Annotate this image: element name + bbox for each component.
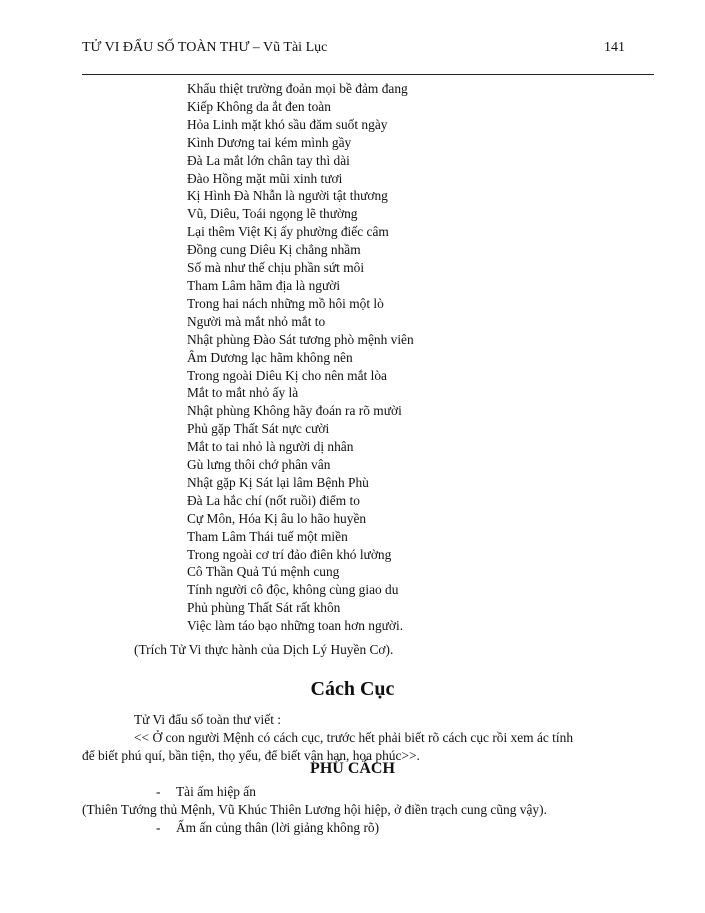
list-item-text: Ấm ấn củng thân (lời giảng không rõ) [176, 820, 380, 835]
header-title: TỬ VI ĐẨU SỐ TOÀN THƯ – Vũ Tài Lục [82, 40, 328, 55]
poem-line: Việc làm táo bạo những toan hơn người. [187, 618, 404, 634]
poem-line: Kình Dương tai kém mình gầy [187, 134, 352, 150]
list-item-note: (Thiên Tướng thủ Mệnh, Vũ Khúc Thiên Lương hội hiệp, ở điền trạch cung cũng vậy). [82, 802, 547, 817]
poem-line: Nhật phùng Không hãy đoán ra rõ mười [187, 403, 402, 419]
poem-line: Vũ, Diêu, Toái ngọng lẽ thường [187, 206, 358, 222]
poem-line: Tính người cô độc, không cùng giao du [187, 582, 399, 598]
intro-text: Tử Vi đẩu số toàn thư viết : [134, 712, 281, 727]
poem-line: Nhật gặp Kị Sát lại lâm Bệnh Phù [187, 474, 369, 490]
poem-line: Trong ngoài Diêu Kị cho nên mắt lòa [187, 367, 387, 383]
poem-line: Phủ phùng Thất Sát rất khôn [187, 600, 341, 616]
page-number: 141 [604, 40, 625, 55]
poem-block [187, 80, 414, 635]
poem-line: Tham Lâm Thái tuế một miền [187, 528, 348, 544]
poem-line: Âm Dương lạc hãm không nên [187, 349, 353, 365]
poem-line: Lại thêm Việt Kị ấy phường điếc câm [187, 224, 389, 240]
poem-line: Số mà như thế chịu phần sứt môi [187, 260, 365, 276]
list-bullet: - [156, 820, 161, 835]
poem-line: Trong ngoài cơ trí đảo điên khó lường [187, 546, 392, 562]
poem-line: Đà La hắc chí (nốt ruồi) điểm to [187, 492, 360, 508]
poem-line: Mắt to tai nhỏ là người dị nhân [187, 439, 354, 455]
list-item-text: Tài ấm hiệp ấn [176, 784, 256, 799]
poem-line: Kị Hình Đà Nhẫn là người tật thương [187, 188, 388, 204]
poem-line: Hỏa Linh mặt khó sầu đăm suốt ngày [187, 116, 388, 132]
quote-line-2: để biết phú quí, bần tiện, thọ yểu, để biết vận hạn, họa phúc>>. [82, 748, 420, 763]
subheading: PHÚ CÁCH [310, 760, 395, 777]
poem-line: Khẩu thiệt trường đoản mọi bề đảm đang [187, 81, 408, 96]
poem-line: Mắt to mắt nhỏ ấy là [187, 385, 299, 401]
list-bullet: - [156, 784, 161, 799]
poem-line: Đồng cung Diêu Kị chẳng nhầm [187, 242, 361, 258]
poem-line: Tham Lâm hãm địa là người [187, 277, 341, 293]
poem-line: Nhật phùng Đào Sát tương phò mệnh viên [187, 331, 414, 347]
header-rule [82, 74, 654, 75]
section-heading: Cách Cục [310, 678, 395, 700]
citation: (Trích Tử Vi thực hành của Dịch Lý Huyền Cơ). [134, 642, 394, 657]
poem-line: Cô Thần Quả Tú mệnh cung [187, 564, 340, 580]
quote-line-1: << Ở con người Mệnh có cách cục, trước hết phải biết rõ cách cục rồi xem ác tính [134, 730, 574, 745]
poem-line: Đào Hồng mặt mũi xinh tươi [187, 170, 343, 186]
poem-line: Gù lưng thôi chớ phân vân [187, 457, 331, 473]
poem-line: Cự Môn, Hóa Kị âu lo hão huyền [187, 510, 367, 526]
poem-line: Trong hai nách những mồ hôi một lò [187, 295, 384, 311]
poem-line: Phủ gặp Thất Sát nực cười [187, 421, 330, 437]
page-header [82, 40, 653, 58]
poem-line: Kiếp Không da ắt đen toàn [187, 98, 331, 114]
poem-line: Người mà mắt nhỏ mắt to [187, 313, 326, 329]
poem-line: Đà La mắt lớn chân tay thì dài [187, 152, 350, 168]
